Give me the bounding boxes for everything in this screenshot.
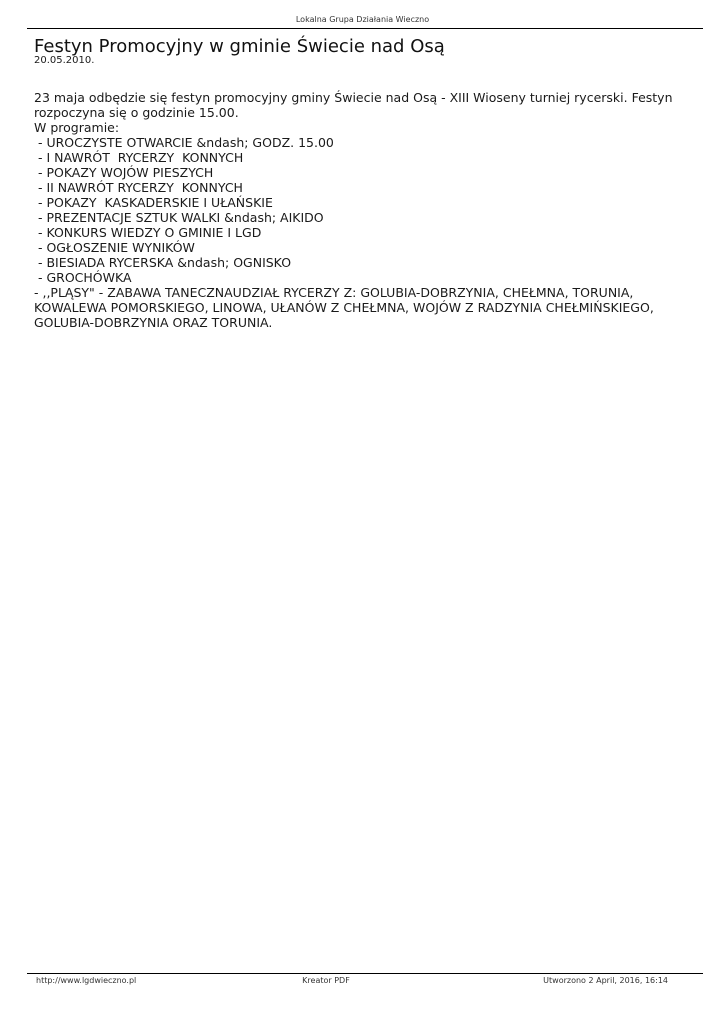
footer-created-timestamp: Utworzono 2 April, 2016, 16:14 bbox=[543, 976, 668, 985]
program-item: - II NAWRÓT RYCERZY KONNYCH bbox=[34, 180, 243, 195]
page-header-organization: Lokalna Grupa Działania Wieczno bbox=[295, 15, 430, 24]
article-body bbox=[34, 90, 684, 330]
footer-url-link[interactable]: http://www.lgdwieczno.pl bbox=[36, 976, 137, 985]
header-divider bbox=[27, 28, 703, 29]
program-heading: W programie: bbox=[34, 120, 120, 135]
program-item: - ,,PLĄSY" - ZABAWA TANECZNAUDZIAŁ RYCERZY Z: GOLUBIA-DOBRZYNIA, CHEŁMNA, TORUNIA, KOWALEWA POMORSKIEGO, LINOWA, UŁANÓW Z CHEŁMNA, WOJÓW Z RADZYNIA CHEŁMIŃSKIEGO, GOLUBIA-DOBRZYNIA ORAZ TORUNIA. bbox=[34, 285, 654, 330]
program-item: - I NAWRÓT RYCERZY KONNYCH bbox=[34, 150, 244, 165]
program-item: - UROCZYSTE OTWARCIE &ndash; GODZ. 15.00 bbox=[34, 135, 334, 150]
article-date: 20.05.2010. bbox=[34, 55, 95, 66]
program-list bbox=[34, 135, 684, 330]
program-item: - GROCHÓWKA bbox=[34, 270, 132, 285]
footer-generator: Kreator PDF bbox=[302, 976, 350, 985]
program-item: - POKAZY WOJÓW PIESZYCH bbox=[34, 165, 214, 180]
program-item: - OGŁOSZENIE WYNIKÓW bbox=[34, 240, 195, 255]
article-title: Festyn Promocyjny w gminie Świecie nad Osą bbox=[34, 36, 445, 57]
program-item: - PREZENTACJE SZTUK WALKI &ndash; AIKIDO bbox=[34, 210, 324, 225]
article-intro: 23 maja odbędzie się festyn promocyjny gminy Świecie nad Osą - XIII Wioseny turniej rycerski. Festyn rozpoczyna się o godzinie 15.00. bbox=[34, 90, 673, 120]
footer-divider bbox=[27, 973, 703, 974]
program-item: - POKAZY KASKADERSKIE I UŁAŃSKIE bbox=[34, 195, 273, 210]
program-item: - BIESIADA RYCERSKA &ndash; OGNISKO bbox=[34, 255, 292, 270]
program-item: - KONKURS WIEDZY O GMINIE I LGD bbox=[34, 225, 262, 240]
